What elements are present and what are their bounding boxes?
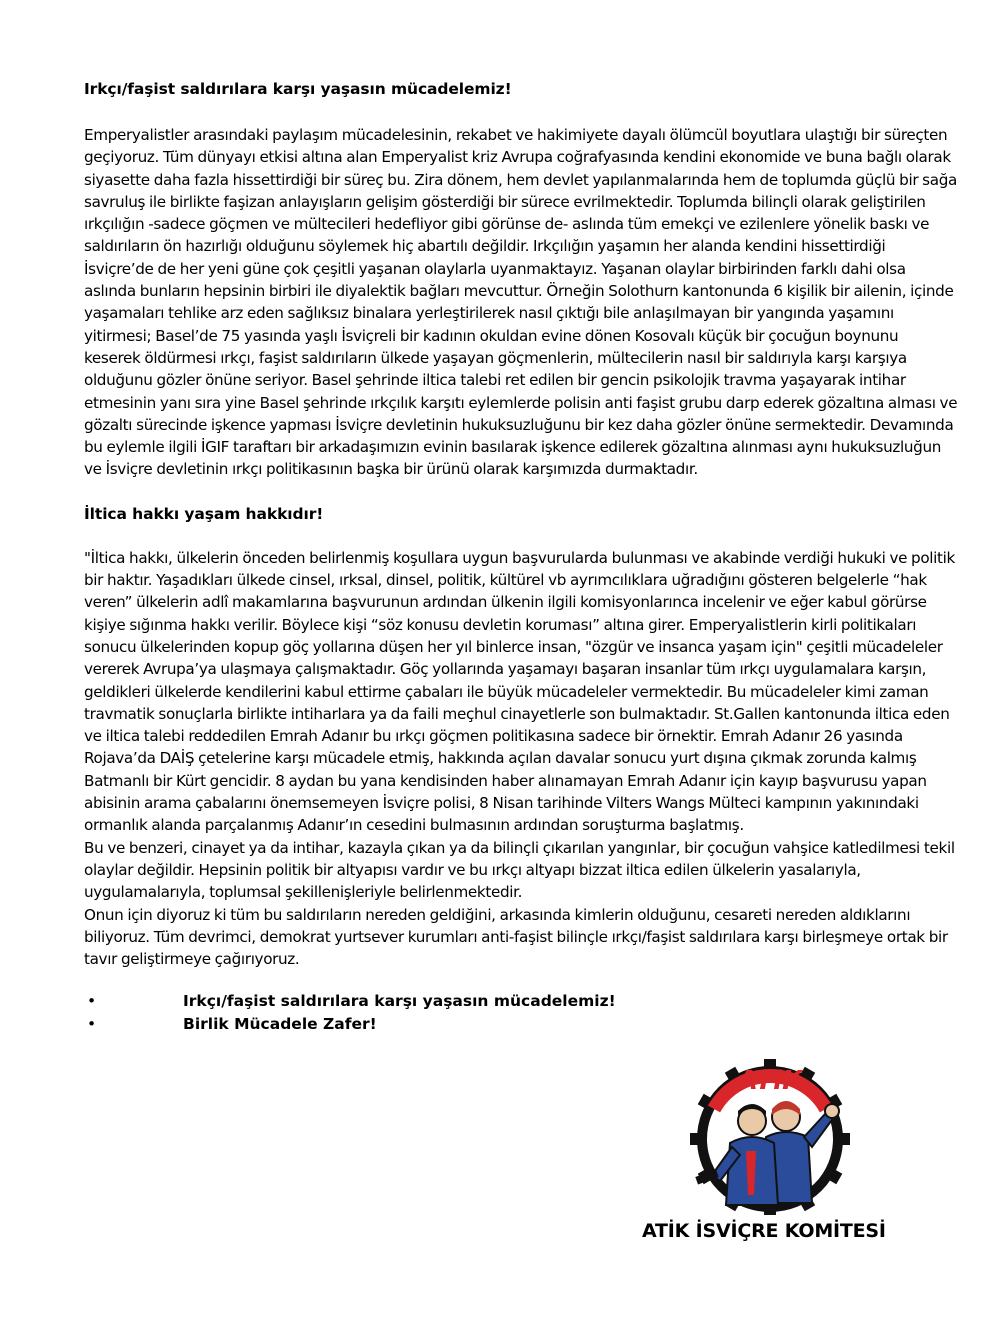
document-body — [84, 78, 958, 1036]
slogan-text: Birlik Mücadele Zafer! — [183, 1015, 377, 1034]
asylum-paragraph: "İltica hakkı, ülkelerin önceden belirlenmiş koşullara uygun başvurularda bulunması ve akabinde verdiği hukuki ve politik bir haktır. Yaşadıkları ülkede cinsel, ırksal, dinsel, politik, kültürel vb ayrımcılıklara uğradığını gösteren belgelerle “hak veren” ülkelerin adlî makamlarına başvurunun ardından ülkenin ilgili komisyonlarınca incelenir ve eğer kabul görürse kişiye sığınma hakkı verilir. Böylece kişi “söz konusu devletin koruması” altına girer. Emperyalistlerin kirli politikaları sonucu ülkelerinden kopup göç yollarına düşen her yıl binlerce insan, "özgür ve insanca yaşam için" çeşitli mücadeleler vererek Avrupa’ya ulaşmaya çalışmaktadır. Göç yollarında yaşamayı başaran insanlar tüm ırkçı uygulamalara karşın, geldikleri ülkelerde kendilerini kabul ettirme çabaları ile büyük mücadeleler vermektedir. Bu mücadeleler kimi zaman travmatik sonuçlarla birlikte intiharlara ya da faili meçhul cinayetlerle son bulmaktadır. St.Gallen kantonunda iltica eden ve iltica talebi reddedilen Emrah Adanır bu ırkçı göçmen politikasına sadece bir örnektir. Emrah Adanır 26 yasında Rojava’da DAİŞ çetelerine karşı mücadele etmiş, hakkında açılan davalar sonucu yurt dışına çıkmak zorunda kalmış Batmanlı bir Kürt gencidir. 8 aydan bu yana kendisinden haber alınamayan Emrah Adanır için kayıp başvurusu yapan abisinin arama çabalarını önemsemeyen İsviçre polisi, 8 Nisan tarihinde Vilters Wangs Mülteci kampının yakınındaki ormanlık alanda parçalanmış Adanır’ın cesedini bulmasının ardından soruşturma başlatmış. — [84, 548, 955, 835]
logo-wordmark: ATiK — [737, 1066, 803, 1096]
slogan-item — [84, 990, 958, 1013]
signature: ATİK İSVİÇRE KOMİTESİ — [642, 1220, 886, 1242]
slogan-item — [84, 1013, 958, 1036]
atik-logo — [676, 1055, 864, 1215]
main-heading: Irkçı/faşist saldırılara karşı yaşasın mücadelemiz! — [84, 80, 512, 98]
bullet-marker: • — [87, 1015, 97, 1034]
intro-paragraph: Emperyalistler arasındaki paylaşım mücadelesinin, rekabet ve hakimiyete dayalı ölümcül boyutlara ulaştığı bir süreçten geçiyoruz. Tüm dünyayı etkisi altına alan Emperyalist kriz Avrupa coğrafyasında kendini ekonomide ve buna bağlı olarak siyasette daha fazla hissettirdiği bir süreç bu. Zira dönem, hem devlet yapılanmalarında hem de toplumda güçlü bir sağa savruluş ile birlikte faşizan anlayışların gelişim gösterdiği bir sürece evrilmektedir. Toplumda bilinçli olarak geliştirilen ırkçılığın -sadece göçmen ve mültecileri hedefliyor gibi görünse de- aslında tüm emekçi ve ezilenlere yönelik baskı ve saldırıların ön hazırlığı olduğunu söylemek hiç abartılı değildir. Irkçılığın yaşamın her alanda kendini hissettirdiği İsviçre’de de her yeni güne çok çeşitli yaşanan olaylarla uyanmaktayız. Yaşanan olaylar birbirinden farklı dahi olsa aslında bunların hepsinin birbiri ile diyalektik bağları mevcuttur. Örneğin Solothurn kantonunda 6 kişilik bir ailenin, içinde yaşamaları tehlike arz eden sağlıksız binalara yerleştirilerek nasıl çıktığı bile anlaşılmayan bir yangında yaşamını yitirmesi; Basel’de 75 yasında yaşlı İsviçreli bir kadının okuldan evine dönen Kosovalı küçük bir çocuğun boynunu keserek öldürmesi ırkçı, faşist saldırıların ülkede yaşayan göçmenlerin, mültecilerin nasıl bir saldırıyla karşı karşıya olduğunu gözler önüne seriyor. Basel şehrinde iltica talebi ret edilen bir gencin psikolojik travma yaşayarak intihar etmesinin yanı sıra yine Basel şehrinde ırkçılık karşıtı eylemlerde polisin anti faşist grubu darp ederek gözaltına alması ve gözaltı sürecinde işkence yapması İsviçre devletinin hukuksuzluğunu bir kez daha gözler önüne sermektedir. Devamında bu eylemle ilgili İGIF taraftarı bir arkadaşımızın evinin basılarak işkence edilerek gözaltına alınması aynı hukuksuzluğun ve İsviçre devletinin ırkçı politikasının başka bir ürünü olarak karşımızda durmaktadır. — [84, 126, 958, 479]
slogan-list — [84, 990, 958, 1036]
asylum-heading: İltica hakkı yaşam hakkıdır! — [84, 504, 324, 523]
incidents-paragraph: Bu ve benzeri, cinayet ya da intihar, kazayla çıkan ya da bilinçli çıkarılan yangınlar, bir çocuğun vahşice katledilmesi tekil olaylar değildir. Hepsinin politik bir altyapısı vardır ve bu ırkçı altyapı bizzat iltica edilen ülkelerin yasalarıyla, uygulamalarıyla, toplumsal şekillenişleriyle belirlenmektedir. — [84, 838, 955, 902]
bullet-marker: • — [87, 992, 97, 1011]
call-paragraph: Onun için diyoruz ki tüm bu saldırıların nereden geldiğini, arkasında kimlerin olduğunu, cesareti nereden aldıklarını biliyoruz. Tüm devrimci, demokrat yurtsever kurumları anti-faşist bilinçle ırkçı/faşist saldırılara karşı birleşmeye ortak bir tavır geliştirmeye çağırıyoruz. — [84, 905, 948, 969]
slogan-text: Irkçı/faşist saldırılara karşı yaşasın mücadelemiz! — [183, 992, 616, 1011]
